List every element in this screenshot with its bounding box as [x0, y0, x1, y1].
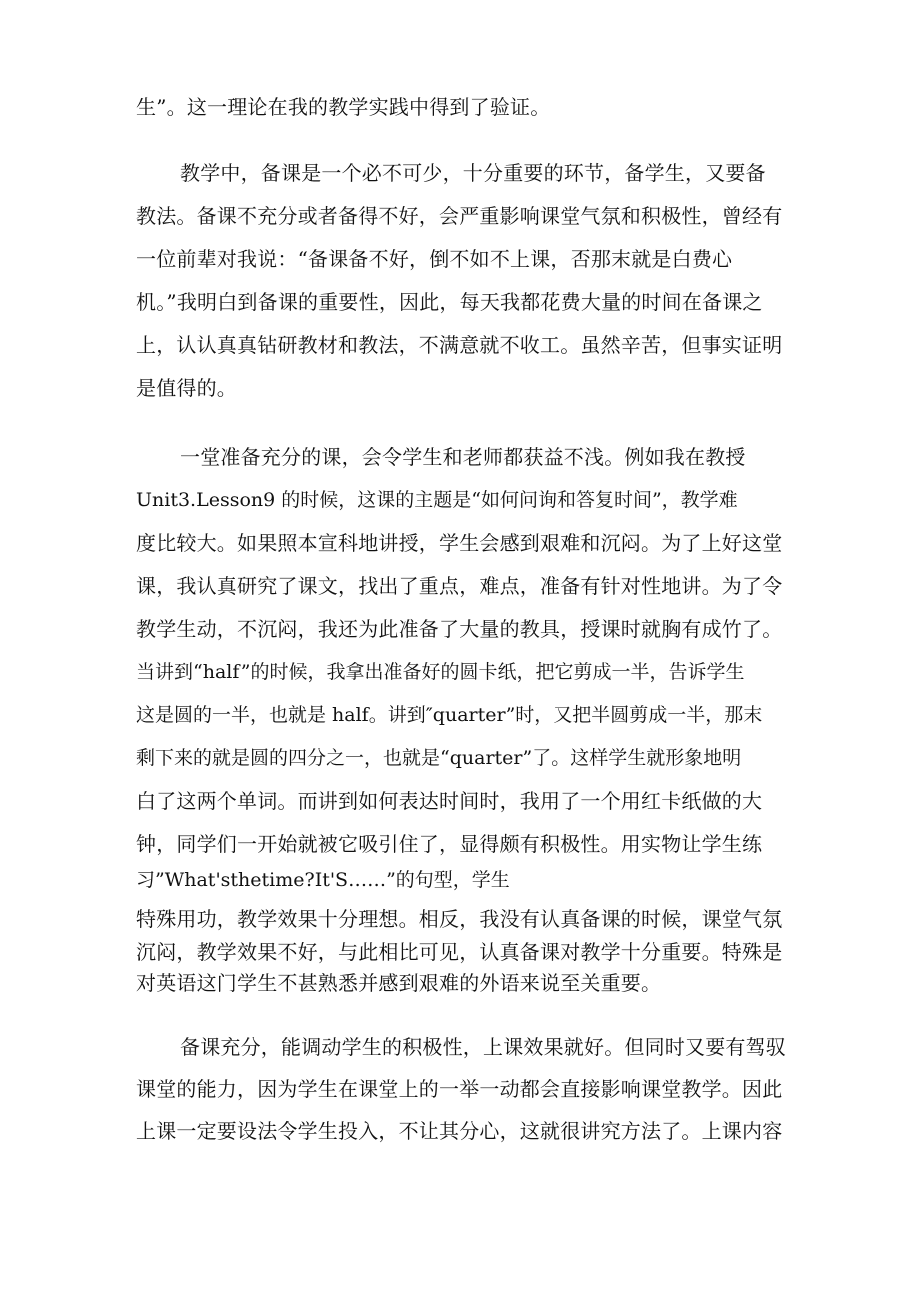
text-line: 这是圆的一半，也就是 half。讲到″quarter”时，又把半圆剪成一半，那末 [136, 704, 763, 726]
text-line: 白了这两个单词。而讲到如何表达时间时，我用了一个用红卡纸做的大 [136, 789, 763, 813]
text-line: Unit3.Lesson9 的时候，这课的主题是“如何问询和答复时间”，教学难 [136, 489, 738, 511]
text-line: 生”。这一理论在我的教学实践中得到了验证。 [136, 95, 551, 119]
text-line: 沉闷，教学效果不好，与此相比可见，认真备课对教学十分重要。特殊是 [136, 940, 783, 964]
text-line: 一堂准备充分的课，会令学生和老师都获益不浅。例如我在教授 [180, 445, 746, 469]
text-line: 教学中，备课是一个必不可少，十分重要的环节，备学生，又要备 [180, 161, 766, 185]
text-line: 特殊用功，教学效果十分理想。相反，我没有认真备课的时候，课堂气氛 [136, 907, 783, 931]
text-line: 课堂的能力，因为学生在课堂上的一举一动都会直接影响课堂教学。因此 [136, 1077, 783, 1101]
text-line: 当讲到“half”的时候，我拿出准备好的圆卡纸，把它剪成一半，告诉学生 [136, 661, 745, 683]
text-line: 度比较大。如果照本宣科地讲授，学生会感到艰难和沉闷。为了上好这堂 [136, 531, 783, 555]
text-line: 教法。备课不充分或者备得不好，会严重影响课堂气氛和积极性，曾经有 [136, 204, 783, 228]
text-line: 备课充分，能调动学生的积极性，上课效果就好。但同时又要有驾驭 [180, 1035, 786, 1059]
text-line: 习”What'sthetime?It'S……”的句型，学生 [136, 869, 510, 891]
text-line: 上课一定要设法令学生投入，不让其分心，这就很讲究方法了。上课内容 [136, 1119, 783, 1143]
text-line: 上，认认真真钻研教材和教法，不满意就不收工。虽然辛苦，但事实证明 [136, 333, 783, 357]
text-line: 机。”我明白到备课的重要性，因此，每天我都花费大量的时间在备课之 [136, 290, 763, 314]
text-line: 课，我认真研究了课文，找出了重点，难点，准备有针对性地讲。为了令 [136, 574, 783, 598]
text-line: 对英语这门学生不甚熟悉并感到艰难的外语来说至关重要。 [136, 971, 662, 995]
text-line: 教学生动，不沉闷，我还为此准备了大量的教具，授课时就胸有成竹了。 [136, 617, 783, 641]
text-line: 钟，同学们一开始就被它吸引住了，显得颇有积极性。用实物让学生练 [136, 832, 763, 856]
text-line: 剩下来的就是圆的四分之一，也就是“quarter”了。这样学生就形象地明 [136, 747, 742, 769]
text-line: 是值得的。 [136, 376, 237, 400]
text-line: 一位前辈对我说：“备课备不好，倒不如不上课，否那末就是白费心 [136, 247, 733, 271]
